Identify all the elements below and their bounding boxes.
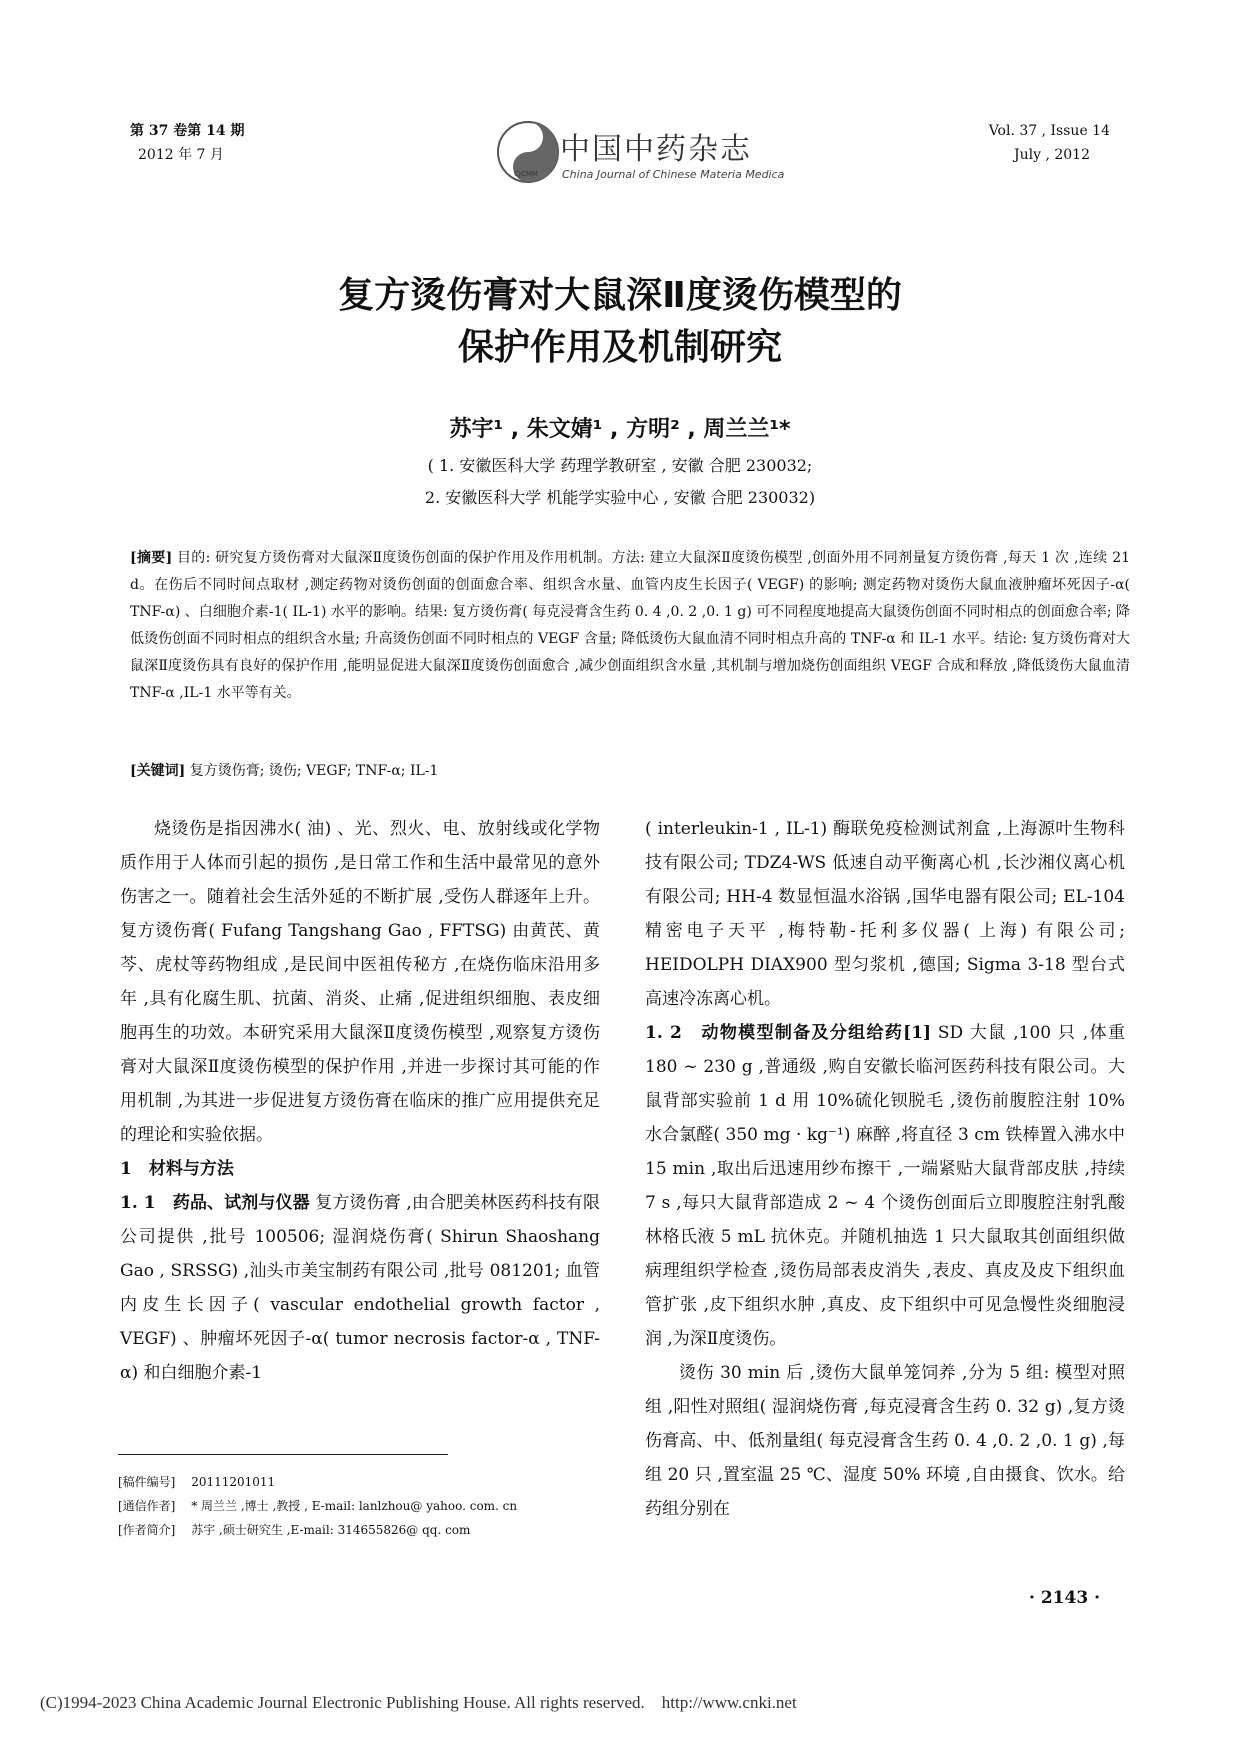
journal-logo-en: China Journal of Chinese Materia Medica bbox=[562, 168, 785, 181]
abstract-label: [摘要] bbox=[130, 550, 173, 566]
footnote-corresponding bbox=[118, 1494, 588, 1518]
paper-title-line1: 复方烫伤膏对大鼠深Ⅱ度烫伤模型的 bbox=[338, 275, 902, 316]
abstract bbox=[130, 545, 1130, 707]
journal-issue: Vol. 37 , Issue 14 bbox=[988, 123, 1110, 139]
intro-paragraph: 烧烫伤是指因沸水( 油) 、光、烈火、电、放射线或化学物质作用于人体而引起的损伤 ,是日常工作和生活中最常见的意外伤害之一。随着社会生活外延的不断扩展 ,受伤人群逐年上升。复方烫伤膏( Fufang Tangshang Gao , FFTSG) 由黄芪、黄芩、虎杖等药物组成 ,是民间中医祖传秘方 ,在烧伤临床沿用多年 ,具有化腐生肌、抗菌、消炎、止痛 ,促进组织细胞、表皮细胞再生的功效。本研究采用大鼠深Ⅱ度烫伤模型 ,观察复方烫伤膏对大鼠深Ⅱ度烫伤模型的保护作用 ,并进一步探讨其可能的作用机制 ,为其进一步促进复方烫伤膏在临床的推广应用提供充足的理论和实验依据。 bbox=[120, 819, 600, 1145]
journal-date: 2012 年 7 月 bbox=[138, 147, 224, 163]
footnote-author-value: 苏宇 ,硕士研究生 ,E-mail: 314655826@ qq. com bbox=[191, 1523, 471, 1537]
section-1-1-text: 复方烫伤膏 ,由合肥美林医药科技有限公司提供 ,批号 100506; 湿润烧伤膏( Shirun Shaoshang Gao , SRSSG) ,汕头市美宝制药有限公司 ,批号 081201; 血管内皮生长因子( vascular endothelial growth factor , VEGF) 、肿瘤坏死因子-α( tumor necrosis factor-α , TNF-α) 和白细胞介素-1 bbox=[120, 1193, 601, 1383]
section-1-2-text: SD 大鼠 ,100 只 ,体重 180 ~ 230 g ,普通级 ,购自安徽长临河医药科技有限公司。大鼠背部实验前 1 d 用 10%硫化钡脱毛 ,烫伤前腹腔注射 10% 水合氯醛( 350 mg · kg⁻¹) 麻醉 ,将直径 3 cm 铁棒置入沸水中 15 min ,取出后迅速用纱布擦干 ,一端紧贴大鼠背部皮肤 ,持续 7 s ,每只大鼠背部造成 2 ~ 4 个烫伤创面后立即腹腔注射乳酸林格氏液 5 mL 抗休克。并随机抽选 1 只大鼠取其创面组织做病理组织学检查 ,烫伤局部表皮消失 ,表皮、真皮及皮下组织血管扩张 ,皮下组织水肿 ,真皮、皮下组织中可见急慢性炎细胞浸润 ,为深Ⅱ度烫伤。 bbox=[645, 1023, 1125, 1349]
footnote-author bbox=[118, 1518, 588, 1542]
page-number: · 2143 · bbox=[1029, 1588, 1100, 1608]
footnote-corresponding-label: [通信作者] bbox=[118, 1499, 176, 1513]
section-1-1 bbox=[120, 1186, 600, 1390]
footnotes bbox=[118, 1470, 588, 1542]
journal-logo-mark bbox=[490, 118, 570, 188]
affiliation-2: 2. 安徽医科大学 机能学实验中心 , 安徽 合肥 230032) bbox=[424, 488, 816, 507]
affiliation-1: ( 1. 安徽医科大学 药理学教研室 , 安徽 合肥 230032; bbox=[427, 456, 813, 475]
left-column bbox=[120, 812, 600, 1390]
section-1-1-heading: 1. 1 药品、试剂与仪器 bbox=[120, 1193, 310, 1213]
abstract-text: 目的: 研究复方烫伤膏对大鼠深Ⅱ度烫伤创面的保护作用及作用机制。方法: 建立大鼠深Ⅱ度烫伤模型 ,创面外用不同剂量复方烫伤膏 ,每天 1 次 ,连续 21 d。在伤后不同时间点取材 ,测定药物对烫伤创面的创面愈合率、组织含水量、血管内皮生长因子( VEGF) 的影响; 测定药物对烫伤大鼠血液肿瘤坏死因子-α( TNF-α) 、白细胞介素-1( IL-1) 水平的影响。结果: 复方烫伤膏( 每克浸膏含生药 0. 4 ,0. 2 ,0. 1 g) 可不同程度地提高大鼠烫伤创面不同时相点的创面愈合率; 降低烫伤创面不同时相点的组织含水量; 升高烫伤创面不同时相点的 VEGF 含量; 降低烫伤大鼠血清不同时相点升高的 TNF-α 和 IL-1 水平。结论: 复方烫伤膏对大鼠深Ⅱ度烫伤具有良好的保护作用 ,能明显促进大鼠深Ⅱ度烫伤创面愈合 ,减少创面组织含水量 ,其机制与增加烧伤创面组织 VEGF 合成和释放 ,降低烫伤大鼠血清 TNF-α ,IL-1 水平等有关。 bbox=[130, 550, 1131, 701]
author-list: 苏宇¹ , 朱文婧¹ , 方明² , 周兰兰¹* bbox=[449, 417, 791, 442]
footnote-corresponding-value: * 周兰兰 ,博士 ,教授 , E-mail: lanlzhou@ yahoo. com. cn bbox=[191, 1499, 518, 1513]
keywords-text: 复方烫伤膏; 烫伤; VEGF; TNF-α; IL-1 bbox=[189, 763, 439, 779]
footnote-received-value: 20111201011 bbox=[191, 1475, 276, 1489]
section-1-2 bbox=[645, 1016, 1125, 1356]
keywords bbox=[130, 758, 1130, 785]
journal-month: July , 2012 bbox=[1014, 147, 1090, 163]
grouping-paragraph: 烫伤 30 min 后 ,烫伤大鼠单笼饲养 ,分为 5 组: 模型对照组 ,阳性对照组( 湿润烧伤膏 ,每克浸膏含生药 0. 32 g) ,复方烫伤膏高、中、低剂量组( 每克浸膏含生药 0. 4 ,0. 2 ,0. 1 g) ,每组 20 只 ,置室温 25 ℃、湿度 50% 环境 ,自由摄食、饮水。给药组分别在 bbox=[645, 1363, 1125, 1519]
footnote-received bbox=[118, 1470, 588, 1494]
journal-logo-cn: 中国中药杂志 bbox=[560, 132, 752, 167]
copyright-line: (C)1994-2023 China Academic Journal Electronic Publishing House. All rights reserved. http://www.cnki.net bbox=[40, 1693, 797, 1712]
keywords-label: [关键词] bbox=[130, 763, 186, 779]
journal-volume: 第 37 卷第 14 期 bbox=[130, 123, 245, 139]
paper-title-line2: 保护作用及机制研究 bbox=[457, 327, 782, 368]
logo-mark-text: CJCMM bbox=[514, 170, 538, 178]
footnote-rule bbox=[118, 1454, 448, 1455]
section-1-heading: 1 材料与方法 bbox=[120, 1159, 234, 1179]
materials-continued: ( interleukin-1 , IL-1) 酶联免疫检测试剂盒 ,上海源叶生物科技有限公司; TDZ4-WS 低速自动平衡离心机 ,长沙湘仪离心机有限公司; HH-4 数显恒温水浴锅 ,国华电器有限公司; EL-104 精密电子天平 ,梅特勒-托利多仪器( 上海) 有限公司; HEIDOLPH DIAX900 型匀浆机 ,德国; Sigma 3-18 型台式高速冷冻离心机。 bbox=[645, 819, 1125, 1009]
footnote-received-label: [稿件编号] bbox=[118, 1475, 176, 1489]
section-1-2-heading: 1. 2 动物模型制备及分组给药[1] bbox=[645, 1023, 932, 1043]
footnote-author-label: [作者简介] bbox=[118, 1523, 176, 1537]
right-column bbox=[645, 812, 1125, 1526]
